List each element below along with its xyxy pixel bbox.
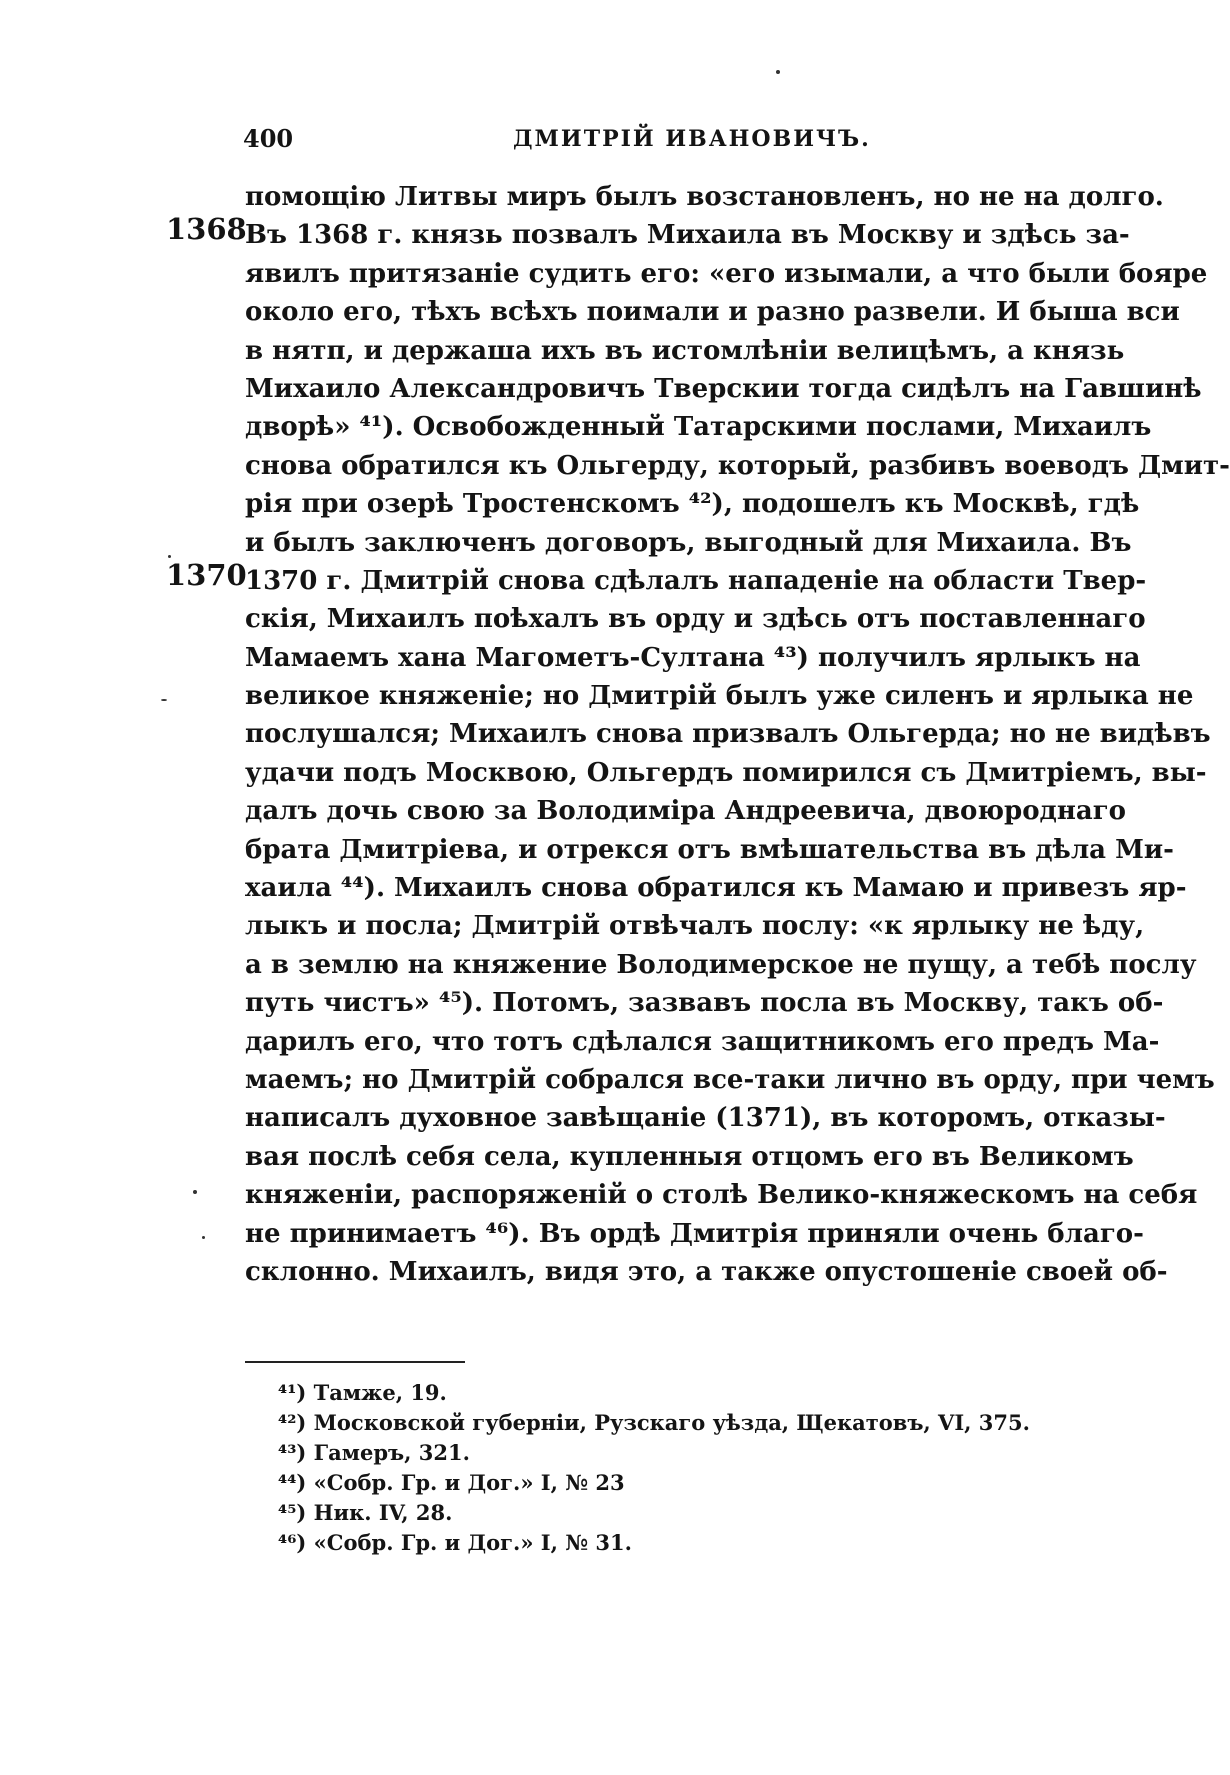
scan-speck bbox=[202, 1236, 205, 1239]
text-line: далъ дочь свою за Володиміра Андреевича, двоюроднаго bbox=[245, 796, 1127, 827]
text-line: Михаило Александровичъ Тверскии тогда сидѣлъ на Гавшинѣ bbox=[245, 373, 1202, 404]
scan-speck bbox=[776, 70, 780, 74]
text-line: удачи подъ Москвою, Ольгердъ помирился съ Дмитріемъ, вы- bbox=[245, 757, 1207, 788]
margin-year-1368: 1368 bbox=[166, 212, 247, 246]
footnote bbox=[278, 1468, 978, 1498]
margin-year-1370: 1370 bbox=[166, 558, 247, 592]
footnote-number: ⁴⁶) bbox=[278, 1530, 307, 1555]
footnote bbox=[278, 1528, 978, 1558]
text-line: явилъ притязаніе судить его: «его изымали, а что были бояре bbox=[245, 258, 1208, 289]
text-line: скія, Михаилъ поѣхалъ въ орду и здѣсь отъ поставленнаго bbox=[245, 604, 1146, 635]
scan-speck bbox=[193, 1190, 197, 1194]
text-line: лыкъ и посла; Дмитрій отвѣчалъ послу: «к ярлыку не ѣду, bbox=[245, 911, 1145, 942]
footnote-number: ⁴²) bbox=[278, 1410, 307, 1435]
footnote-number: ⁴⁴) bbox=[278, 1470, 307, 1495]
scan-speck bbox=[161, 699, 167, 701]
footnote bbox=[278, 1408, 1030, 1438]
text-line: дворѣ» ⁴¹). Освобожденный Татарскими послами, Михаилъ bbox=[245, 412, 1152, 443]
text-line: великое княженіе; но Дмитрій былъ уже силенъ и ярлыка не bbox=[245, 681, 1194, 712]
page-number: 400 bbox=[243, 124, 294, 153]
footnote bbox=[278, 1438, 978, 1468]
footnote-divider bbox=[245, 1361, 465, 1363]
text-line: Въ 1368 г. князь позвалъ Михаила въ Москву и здѣсь за- bbox=[245, 220, 1130, 251]
text-line: дарилъ его, что тотъ сдѣлался защитникомъ его предъ Ма- bbox=[245, 1026, 1160, 1057]
footnote-number: ⁴⁵) bbox=[278, 1500, 307, 1525]
text-line: послушался; Михаилъ снова призвалъ Ольгерда; но не видѣвъ bbox=[245, 719, 1211, 750]
text-line: маемъ; но Дмитрій собрался все-таки лично въ орду, при чемъ bbox=[245, 1064, 1215, 1095]
text-line: написалъ духовное завѣщаніе (1371), въ которомъ, отказы- bbox=[245, 1103, 1166, 1134]
footnote-text: «Собр. Гр. и Дог.» I, № 23 bbox=[313, 1470, 625, 1495]
footnotes bbox=[278, 1378, 1030, 1558]
text-line: рія при озерѣ Тростенскомъ ⁴²), подошелъ къ Москвѣ, гдѣ bbox=[245, 489, 1140, 520]
footnote-text: «Собр. Гр. и Дог.» I, № 31. bbox=[313, 1530, 632, 1555]
text-line: путь чистъ» ⁴⁵). Потомъ, зазвавъ посла въ Москву, такъ об- bbox=[245, 988, 1164, 1019]
text-line: и былъ заключенъ договоръ, выгодный для Михаила. Въ bbox=[245, 527, 1132, 558]
footnote-number: ⁴³) bbox=[278, 1440, 307, 1465]
text-line: Мамаемъ хана Магометъ-Султана ⁴³) получилъ ярлыкъ на bbox=[245, 642, 1141, 673]
text-line: брата Дмитріева, и отрекся отъ вмѣшательства въ дѣла Ми- bbox=[245, 834, 1174, 865]
body-text bbox=[245, 178, 1230, 1291]
page-header bbox=[243, 124, 995, 164]
text-line: а в землю на княжение Володимерское не пущу, а тебѣ послу bbox=[245, 949, 1197, 980]
footnote-text: Московской губерніи, Рузскаго уѣзда, Щекатовъ, VI, 375. bbox=[313, 1410, 1030, 1435]
footnote-text: Ник. IV, 28. bbox=[313, 1500, 453, 1525]
text-line: не принимаетъ ⁴⁶). Въ ордѣ Дмитрія приняли очень благо- bbox=[245, 1218, 1144, 1249]
text-line: склонно. Михаилъ, видя это, а также опустошеніе своей об- bbox=[245, 1256, 1168, 1287]
text-line: княженіи, распоряженій о столѣ Велико-княжескомъ на себя bbox=[245, 1180, 1198, 1211]
text-line: вая послѣ себя села, купленныя отцомъ его въ Великомъ bbox=[245, 1141, 1134, 1172]
footnote bbox=[278, 1378, 978, 1408]
text-line: снова обратился къ Ольгерду, который, разбивъ воеводъ Дмит- bbox=[245, 450, 1230, 481]
scan-speck bbox=[168, 555, 171, 558]
footnote-number: ⁴¹) bbox=[278, 1380, 307, 1405]
running-title: ДМИТРІЙ ИВАНОВИЧЪ. bbox=[513, 126, 871, 152]
footnote-text: Гамеръ, 321. bbox=[313, 1440, 470, 1465]
text-line: 1370 г. Дмитрій снова сдѣлалъ нападеніе на области Твер- bbox=[245, 565, 1147, 596]
text-line: хаила ⁴⁴). Михаилъ снова обратился къ Мамаю и привезъ яр- bbox=[245, 873, 1187, 904]
footnote bbox=[278, 1498, 978, 1528]
text-line: около его, тѣхъ всѣхъ поимали и разно развели. И быша вси bbox=[245, 297, 1180, 328]
footnote-text: Тамже, 19. bbox=[313, 1380, 447, 1405]
text-line: в нятп, и держаша ихъ въ истомлѣніи велицѣмъ, а князь bbox=[245, 335, 1125, 366]
text-line: помощію Литвы миръ былъ возстановленъ, но не на долго. bbox=[245, 182, 1164, 212]
